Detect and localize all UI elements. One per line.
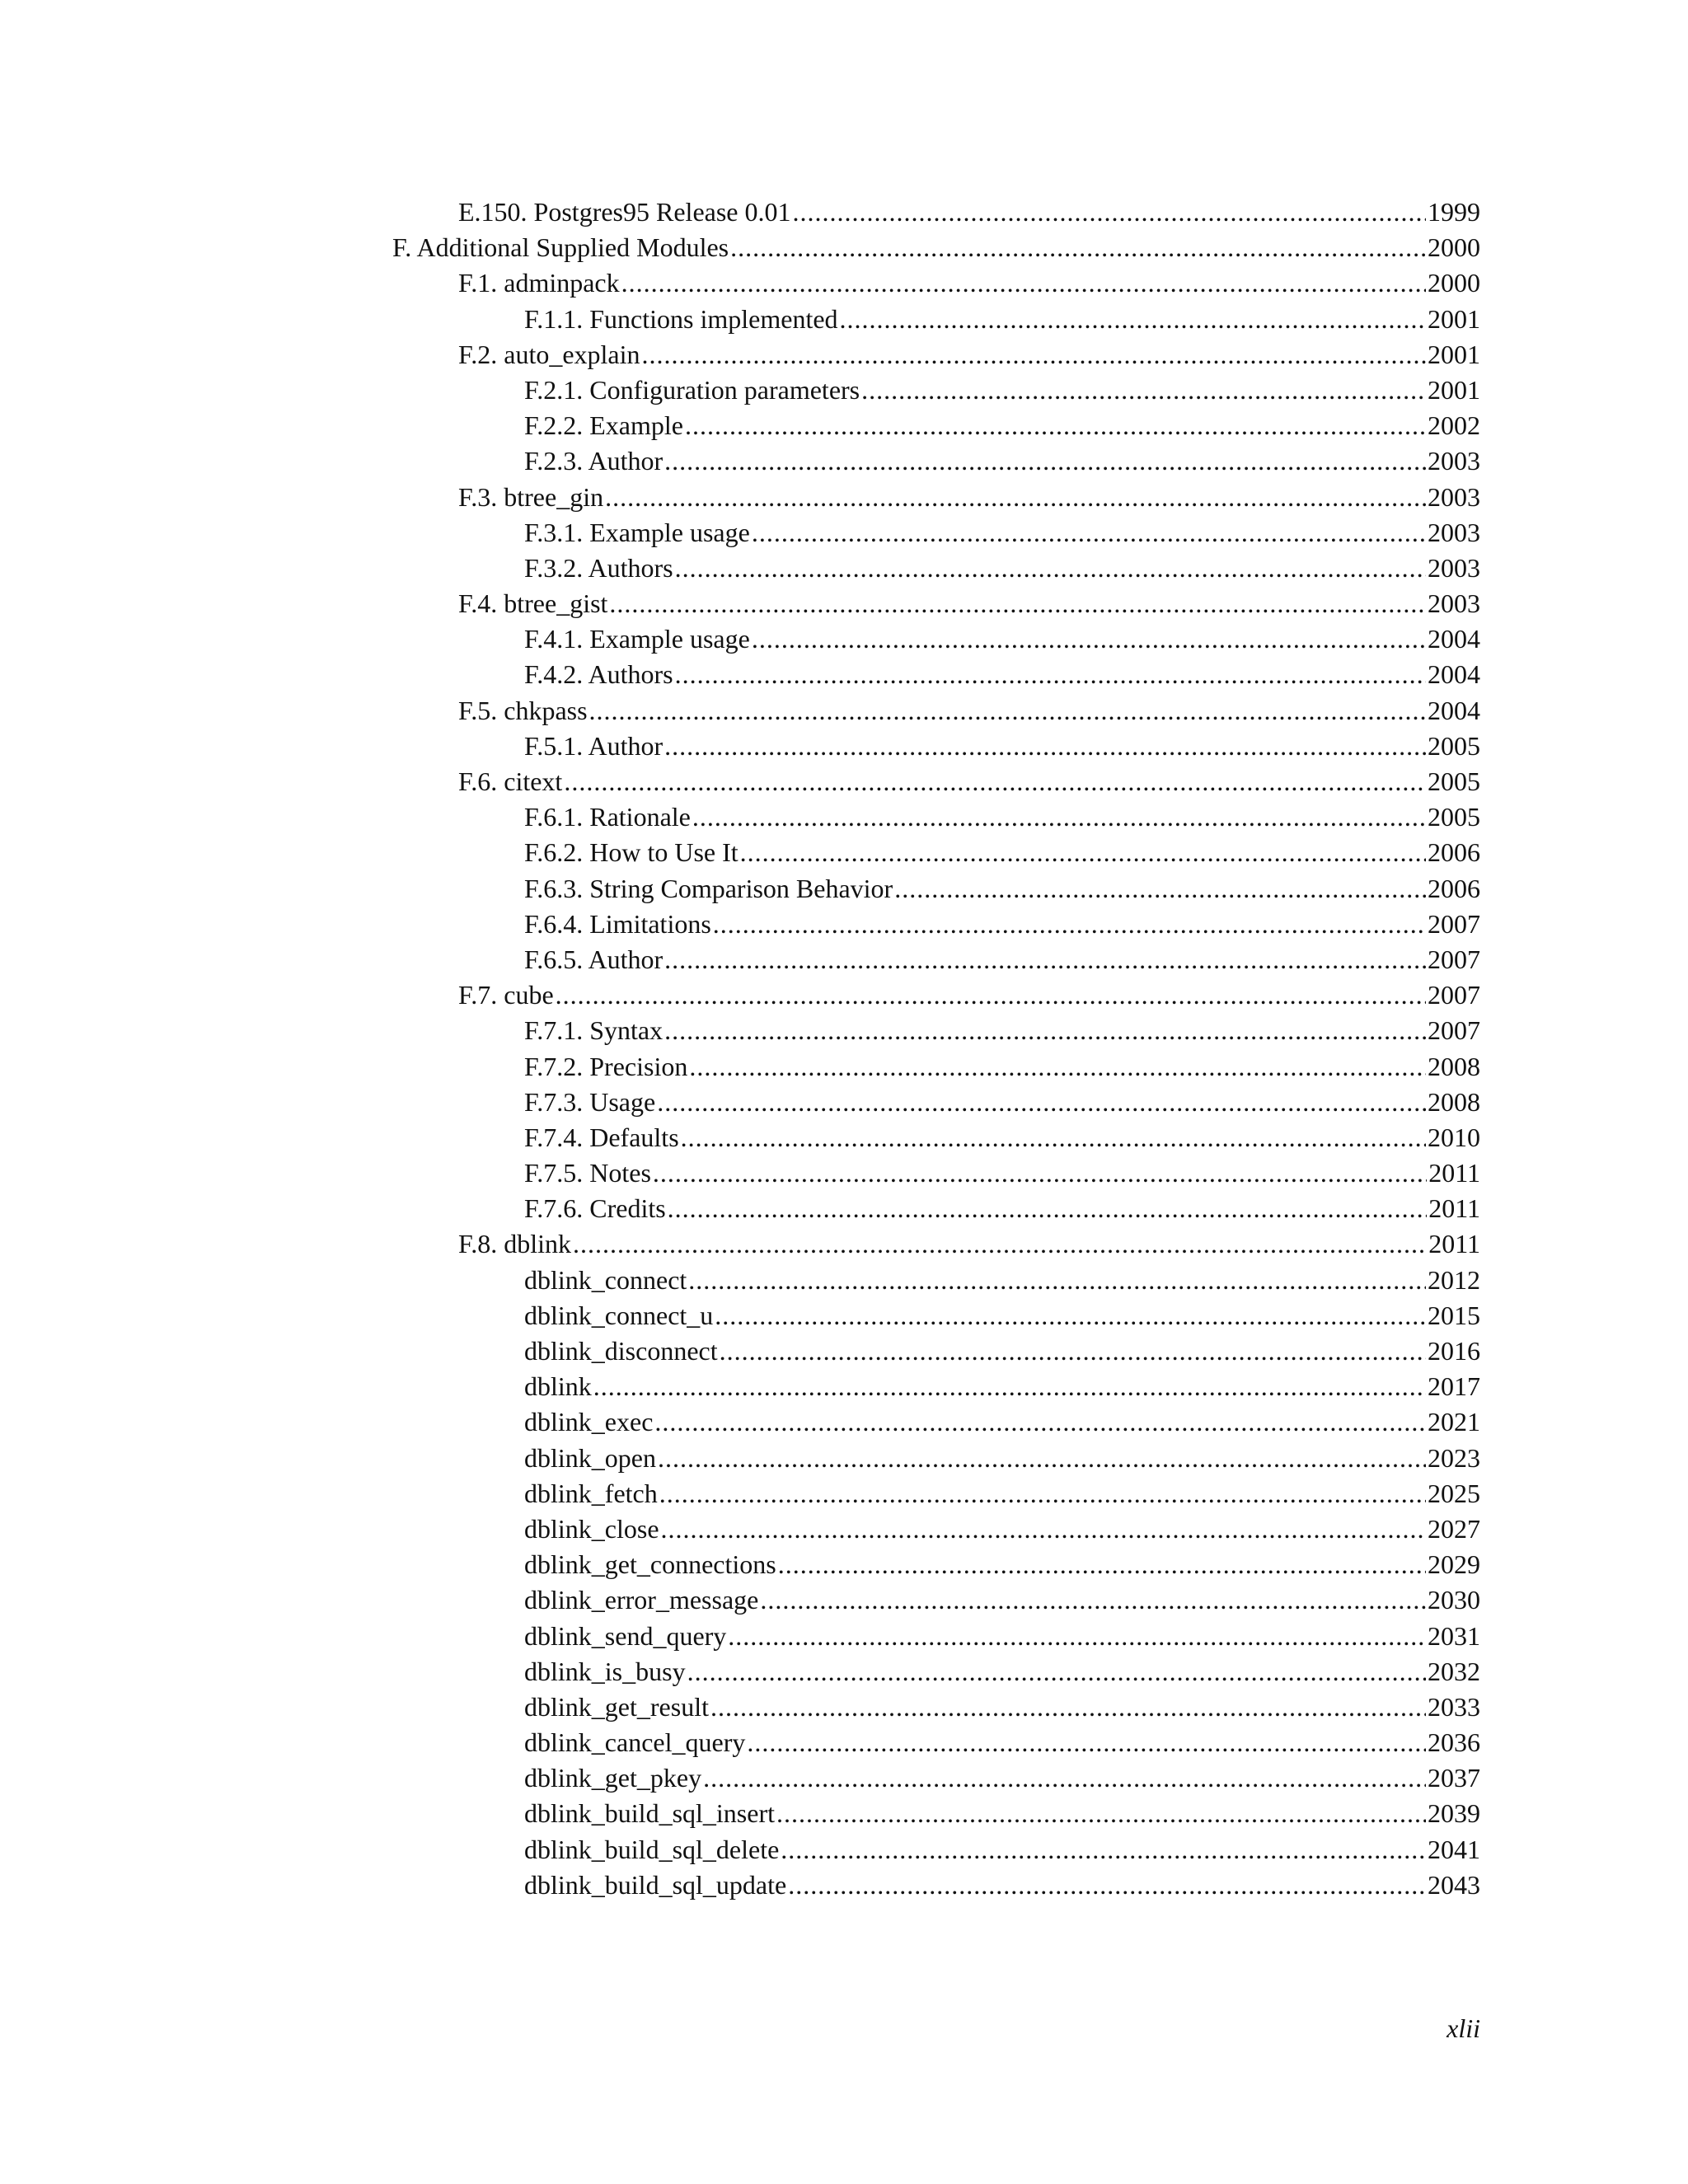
dot-leader [661,1511,1426,1547]
toc-entry-page[interactable]: 2005 [1428,802,1480,832]
toc-entry[interactable] [0,1547,1688,1582]
dot-leader [688,1263,1426,1298]
toc-entry-page[interactable]: 2031 [1428,1620,1480,1651]
toc-entry[interactable] [0,1298,1688,1333]
toc-entry-row [458,586,1480,621]
toc-entry[interactable] [0,1120,1688,1155]
toc-entry[interactable] [0,764,1688,799]
toc-entry-page[interactable]: 2005 [1428,730,1480,761]
toc-entry[interactable] [0,1690,1688,1725]
toc-entry-row [524,1547,1480,1582]
toc-entry[interactable] [0,1619,1688,1654]
toc-entry-page[interactable]: 2001 [1428,374,1480,405]
toc-entry[interactable] [0,1868,1688,1903]
toc-entry-label[interactable]: dblink_cancel_query [524,1727,746,1758]
toc-entry[interactable] [0,1263,1688,1298]
toc-entry-label[interactable]: F.7.2. Precision [524,1051,688,1081]
toc-entry-label[interactable]: F.6.1. Rationale [524,802,691,832]
toc-entry[interactable] [0,1654,1688,1690]
toc-entry-row [524,1796,1480,1831]
toc-entry[interactable] [0,1582,1688,1618]
toc-entry-label[interactable]: F.7. cube [458,980,554,1010]
toc-entry-label[interactable]: dblink [524,1371,592,1402]
toc-entry[interactable] [0,586,1688,621]
dot-leader [653,1155,1427,1191]
toc-entry-page[interactable]: 1999 [1428,197,1480,227]
dot-leader [713,907,1426,942]
dot-leader [861,373,1426,408]
toc-entry-label[interactable]: F.2.3. Author [524,446,663,476]
toc-entry-page[interactable]: 2012 [1428,1264,1480,1295]
dot-leader [609,586,1426,621]
toc-entry-label[interactable]: F.3.1. Example usage [524,517,750,547]
toc-entry-page[interactable]: 2036 [1428,1727,1480,1758]
toc-entry[interactable] [0,515,1688,551]
toc-entry[interactable] [0,942,1688,977]
toc-entry-page[interactable]: 2004 [1428,695,1480,725]
toc-entry-page[interactable]: 2006 [1428,837,1480,868]
toc-entry[interactable] [0,1155,1688,1191]
toc-entry-label[interactable]: dblink_error_message [524,1585,759,1615]
toc-entry[interactable] [0,1476,1688,1511]
toc-entry[interactable] [0,835,1688,870]
toc-entry-page[interactable]: 2003 [1428,446,1480,476]
toc-entry-label[interactable]: F.4.2. Authors [524,659,673,690]
toc-entry-label[interactable]: F.4. btree_gist [458,588,608,619]
toc-entry-row [524,515,1480,551]
dot-leader [593,1369,1426,1404]
toc-entry-row [524,373,1480,408]
toc-entry-row [524,871,1480,907]
toc-entry-page[interactable]: 2000 [1428,232,1480,263]
toc-entry-label[interactable]: F.5.1. Author [524,730,663,761]
toc-entry-page[interactable]: 2008 [1428,1051,1480,1081]
toc-entry-row [524,907,1480,942]
toc-entry[interactable] [0,907,1688,942]
toc-entry[interactable] [0,1085,1688,1120]
toc-entry[interactable] [0,729,1688,764]
toc-entry-label[interactable]: F.7.3. Usage [524,1086,656,1117]
toc-entry[interactable] [0,1725,1688,1760]
toc-entry-label[interactable]: F.6.4. Limitations [524,908,711,939]
dot-leader [621,265,1426,301]
toc-entry-page[interactable]: 2032 [1428,1656,1480,1686]
dot-leader [720,1333,1426,1369]
dot-leader [657,1085,1426,1120]
dot-leader [747,1725,1426,1760]
dot-leader [740,835,1426,870]
toc-entry[interactable] [0,230,1688,265]
toc-entry-page[interactable]: 2001 [1428,303,1480,334]
dot-leader [710,1690,1426,1725]
toc-entry[interactable] [0,1369,1688,1404]
toc-entry-page[interactable]: 2016 [1428,1336,1480,1366]
toc-entry-row [524,1085,1480,1120]
toc-entry-row [524,1049,1480,1085]
toc-entry-row [524,1333,1480,1369]
toc-entry[interactable] [0,1226,1688,1262]
dot-leader [752,621,1426,657]
toc-entry-row [524,551,1480,586]
toc-entry-row [524,1760,1480,1796]
toc-entry-label[interactable]: E.150. Postgres95 Release 0.01 [458,197,791,227]
toc-entry-page[interactable]: 2010 [1428,1122,1480,1152]
dot-leader [664,942,1426,977]
dot-leader [752,515,1426,551]
dot-leader [840,302,1426,337]
dot-leader [654,1404,1426,1440]
toc-entry-label[interactable]: F.3.2. Authors [524,552,673,583]
toc-entry[interactable] [0,551,1688,586]
dot-leader [589,693,1426,729]
toc-entry-page[interactable]: 2011 [1428,1158,1480,1188]
toc-entry-page[interactable]: 2008 [1428,1086,1480,1117]
dot-leader [760,1582,1426,1618]
dot-leader [605,480,1426,515]
toc-entry-row [458,337,1480,373]
dot-leader [664,1013,1426,1048]
toc-entry-label[interactable]: dblink_get_connections [524,1549,776,1580]
toc-entry-row [524,443,1480,479]
toc-entry[interactable] [0,1404,1688,1440]
toc-entry-row [524,621,1480,657]
toc-entry-label[interactable]: dblink_close [524,1513,659,1544]
toc-entry-row [458,764,1480,799]
toc-entry-page[interactable]: 2039 [1428,1798,1480,1829]
toc-entry-page[interactable]: 2017 [1428,1371,1480,1402]
toc-entry-label[interactable]: dblink_build_sql_delete [524,1834,780,1864]
toc-entry-page[interactable]: 2004 [1428,624,1480,654]
toc-entry-label[interactable]: F.7.6. Credits [524,1193,666,1224]
dot-leader [681,1120,1426,1155]
toc-entry-row [524,1155,1480,1191]
toc-entry-row [524,942,1480,977]
toc-entry-row [524,1263,1480,1298]
dot-leader [703,1760,1426,1796]
dot-leader [687,1654,1426,1690]
toc-entry-row [524,1832,1480,1868]
toc-entry-row [458,480,1480,515]
toc-entry-label[interactable]: dblink_open [524,1442,656,1473]
toc-entry-page[interactable]: 2006 [1428,873,1480,903]
toc-entry-label[interactable]: F.6.3. String Comparison Behavior [524,873,893,903]
toc-entry[interactable] [0,1832,1688,1868]
dot-leader [664,729,1426,764]
toc-entry[interactable] [0,337,1688,373]
toc-entry-page[interactable]: 2030 [1428,1585,1480,1615]
toc-entry-page[interactable]: 2041 [1428,1834,1480,1864]
dot-leader [668,1191,1428,1226]
dot-leader [642,337,1426,373]
toc-entry-label[interactable]: dblink_connect_u [524,1300,714,1330]
dot-leader [715,1298,1426,1333]
toc-entry-label[interactable]: F.6.5. Author [524,944,663,974]
toc-entry-row [524,302,1480,337]
toc-entry-page[interactable]: 2029 [1428,1549,1480,1580]
toc-entry-row [524,1476,1480,1511]
toc-entry-row [524,1511,1480,1547]
toc-entry-page[interactable]: 2003 [1428,517,1480,547]
toc-entry-page[interactable]: 2007 [1428,944,1480,974]
toc-entry-label[interactable]: F.6. citext [458,766,563,796]
dot-leader [659,1476,1426,1511]
dot-leader [573,1226,1427,1262]
toc-entry-label[interactable]: F.5. chkpass [458,695,588,725]
toc-entry-page[interactable]: 2033 [1428,1691,1480,1722]
toc-entry-page[interactable]: 2027 [1428,1513,1480,1544]
toc-entry-row [524,1690,1480,1725]
toc-entry-row [392,230,1480,265]
toc-entry[interactable] [0,1760,1688,1796]
dot-leader [781,1832,1426,1868]
toc-entry-label[interactable]: dblink_build_sql_update [524,1869,787,1900]
toc-entry-page[interactable]: 2023 [1428,1442,1480,1473]
toc-entry-row [524,1298,1480,1333]
toc-entry-label[interactable]: dblink_get_pkey [524,1763,702,1793]
toc-entry-label[interactable]: F.7.4. Defaults [524,1122,679,1152]
dot-leader [685,408,1426,443]
toc-entry-label[interactable]: F.3. btree_gin [458,481,604,512]
toc-entry-label[interactable]: F.8. dblink [458,1229,572,1259]
toc-entry-page[interactable]: 2037 [1428,1763,1480,1793]
toc-entry[interactable] [0,799,1688,835]
toc-entry[interactable] [0,480,1688,515]
toc-entry-label[interactable]: F.2.1. Configuration parameters [524,374,860,405]
toc-entry-row [458,977,1480,1013]
toc-entry[interactable] [0,1441,1688,1476]
toc-entry-row [524,1725,1480,1760]
toc-entry-row [524,1404,1480,1440]
toc-entry-row [524,1191,1480,1226]
toc-entry-row [458,693,1480,729]
toc-entry-page[interactable]: 2011 [1428,1193,1480,1224]
dot-leader [675,551,1426,586]
dot-leader [692,799,1426,835]
toc-entry[interactable] [0,1333,1688,1369]
toc-entry-label[interactable]: dblink_connect [524,1264,687,1295]
toc-entry-page[interactable]: 2002 [1428,410,1480,441]
toc-entry-page[interactable]: 2001 [1428,339,1480,369]
toc-entry[interactable] [0,302,1688,337]
toc-entry[interactable] [0,977,1688,1013]
toc-entry-label[interactable]: F.7.1. Syntax [524,1015,663,1046]
dot-leader [564,764,1426,799]
toc-entry[interactable] [0,657,1688,692]
toc-entry-page[interactable]: 2004 [1428,659,1480,690]
toc-entry-row [458,194,1480,230]
toc-entry-label[interactable]: dblink_disconnect [524,1336,718,1366]
toc-entry-label[interactable]: F.1. adminpack [458,268,620,298]
toc-entry-page[interactable]: 2003 [1428,552,1480,583]
toc-entry-row [458,265,1480,301]
toc-entry-page[interactable]: 2025 [1428,1478,1480,1508]
toc-entry-label[interactable]: dblink_build_sql_insert [524,1798,775,1829]
toc-entry-page[interactable]: 2007 [1428,1015,1480,1046]
toc-entry-page[interactable]: 2011 [1428,1229,1480,1259]
dot-leader [778,1547,1426,1582]
toc-entry-row [524,729,1480,764]
toc-entry-row [524,799,1480,835]
dot-leader [788,1868,1426,1903]
toc-entry[interactable] [0,373,1688,408]
toc-entry-page[interactable]: 2000 [1428,268,1480,298]
toc-entry-label[interactable]: F.2. auto_explain [458,339,640,369]
dot-leader [675,657,1426,692]
toc-entry[interactable] [0,194,1688,230]
toc-entry-row [524,1441,1480,1476]
toc-entry[interactable] [0,1013,1688,1048]
toc-entry-label[interactable]: dblink_is_busy [524,1656,686,1686]
toc-entry-page[interactable]: 2043 [1428,1869,1480,1900]
dot-leader [730,230,1426,265]
toc-entry-row [524,408,1480,443]
table-of-contents [0,194,1688,1903]
toc-entry-row [524,1654,1480,1690]
toc-entry[interactable] [0,1191,1688,1226]
toc-entry-page[interactable]: 2005 [1428,766,1480,796]
toc-entry-label[interactable]: F.2.2. Example [524,410,683,441]
toc-entry-label[interactable]: F.1.1. Functions implemented [524,303,838,334]
toc-entry-row [524,1013,1480,1048]
toc-entry[interactable] [0,1796,1688,1831]
dot-leader [658,1441,1426,1476]
toc-entry-row [524,1582,1480,1618]
dot-leader [689,1049,1426,1085]
dot-leader [728,1619,1426,1654]
toc-entry-label[interactable]: dblink_fetch [524,1478,658,1508]
toc-entry[interactable] [0,621,1688,657]
toc-entry[interactable] [0,871,1688,907]
dot-leader [776,1796,1426,1831]
toc-entry[interactable] [0,443,1688,479]
dot-leader [664,443,1426,479]
dot-leader [793,194,1427,230]
toc-entry-row [524,657,1480,692]
toc-entry-row [524,1868,1480,1903]
dot-leader [556,977,1426,1013]
toc-entry-page[interactable]: 2007 [1428,908,1480,939]
toc-entry-label[interactable]: F.7.5. Notes [524,1158,651,1188]
toc-entry-row [524,1619,1480,1654]
page-number: xlii [1447,2013,1480,2043]
toc-entry-row [524,1369,1480,1404]
toc-entry-label[interactable]: dblink_send_query [524,1620,727,1651]
toc-entry[interactable] [0,693,1688,729]
dot-leader [894,871,1426,907]
toc-entry[interactable] [0,408,1688,443]
toc-entry-row [524,835,1480,870]
toc-entry-page[interactable]: 2015 [1428,1300,1480,1330]
toc-entry-page[interactable]: 2003 [1428,481,1480,512]
toc-entry-label[interactable]: F.4.1. Example usage [524,624,750,654]
toc-entry-page[interactable]: 2003 [1428,588,1480,619]
toc-entry-row [458,1226,1480,1262]
toc-entry-label[interactable]: F.6.2. How to Use It [524,837,738,868]
toc-entry-page[interactable]: 2021 [1428,1407,1480,1437]
toc-entry-label[interactable]: F. Additional Supplied Modules [392,232,729,263]
toc-entry[interactable] [0,265,1688,301]
toc-entry-label[interactable]: dblink_exec [524,1407,654,1437]
toc-entry[interactable] [0,1049,1688,1085]
toc-entry[interactable] [0,1511,1688,1547]
toc-entry-row [524,1120,1480,1155]
toc-entry-page[interactable]: 2007 [1428,980,1480,1010]
toc-entry-label[interactable]: dblink_get_result [524,1691,709,1722]
